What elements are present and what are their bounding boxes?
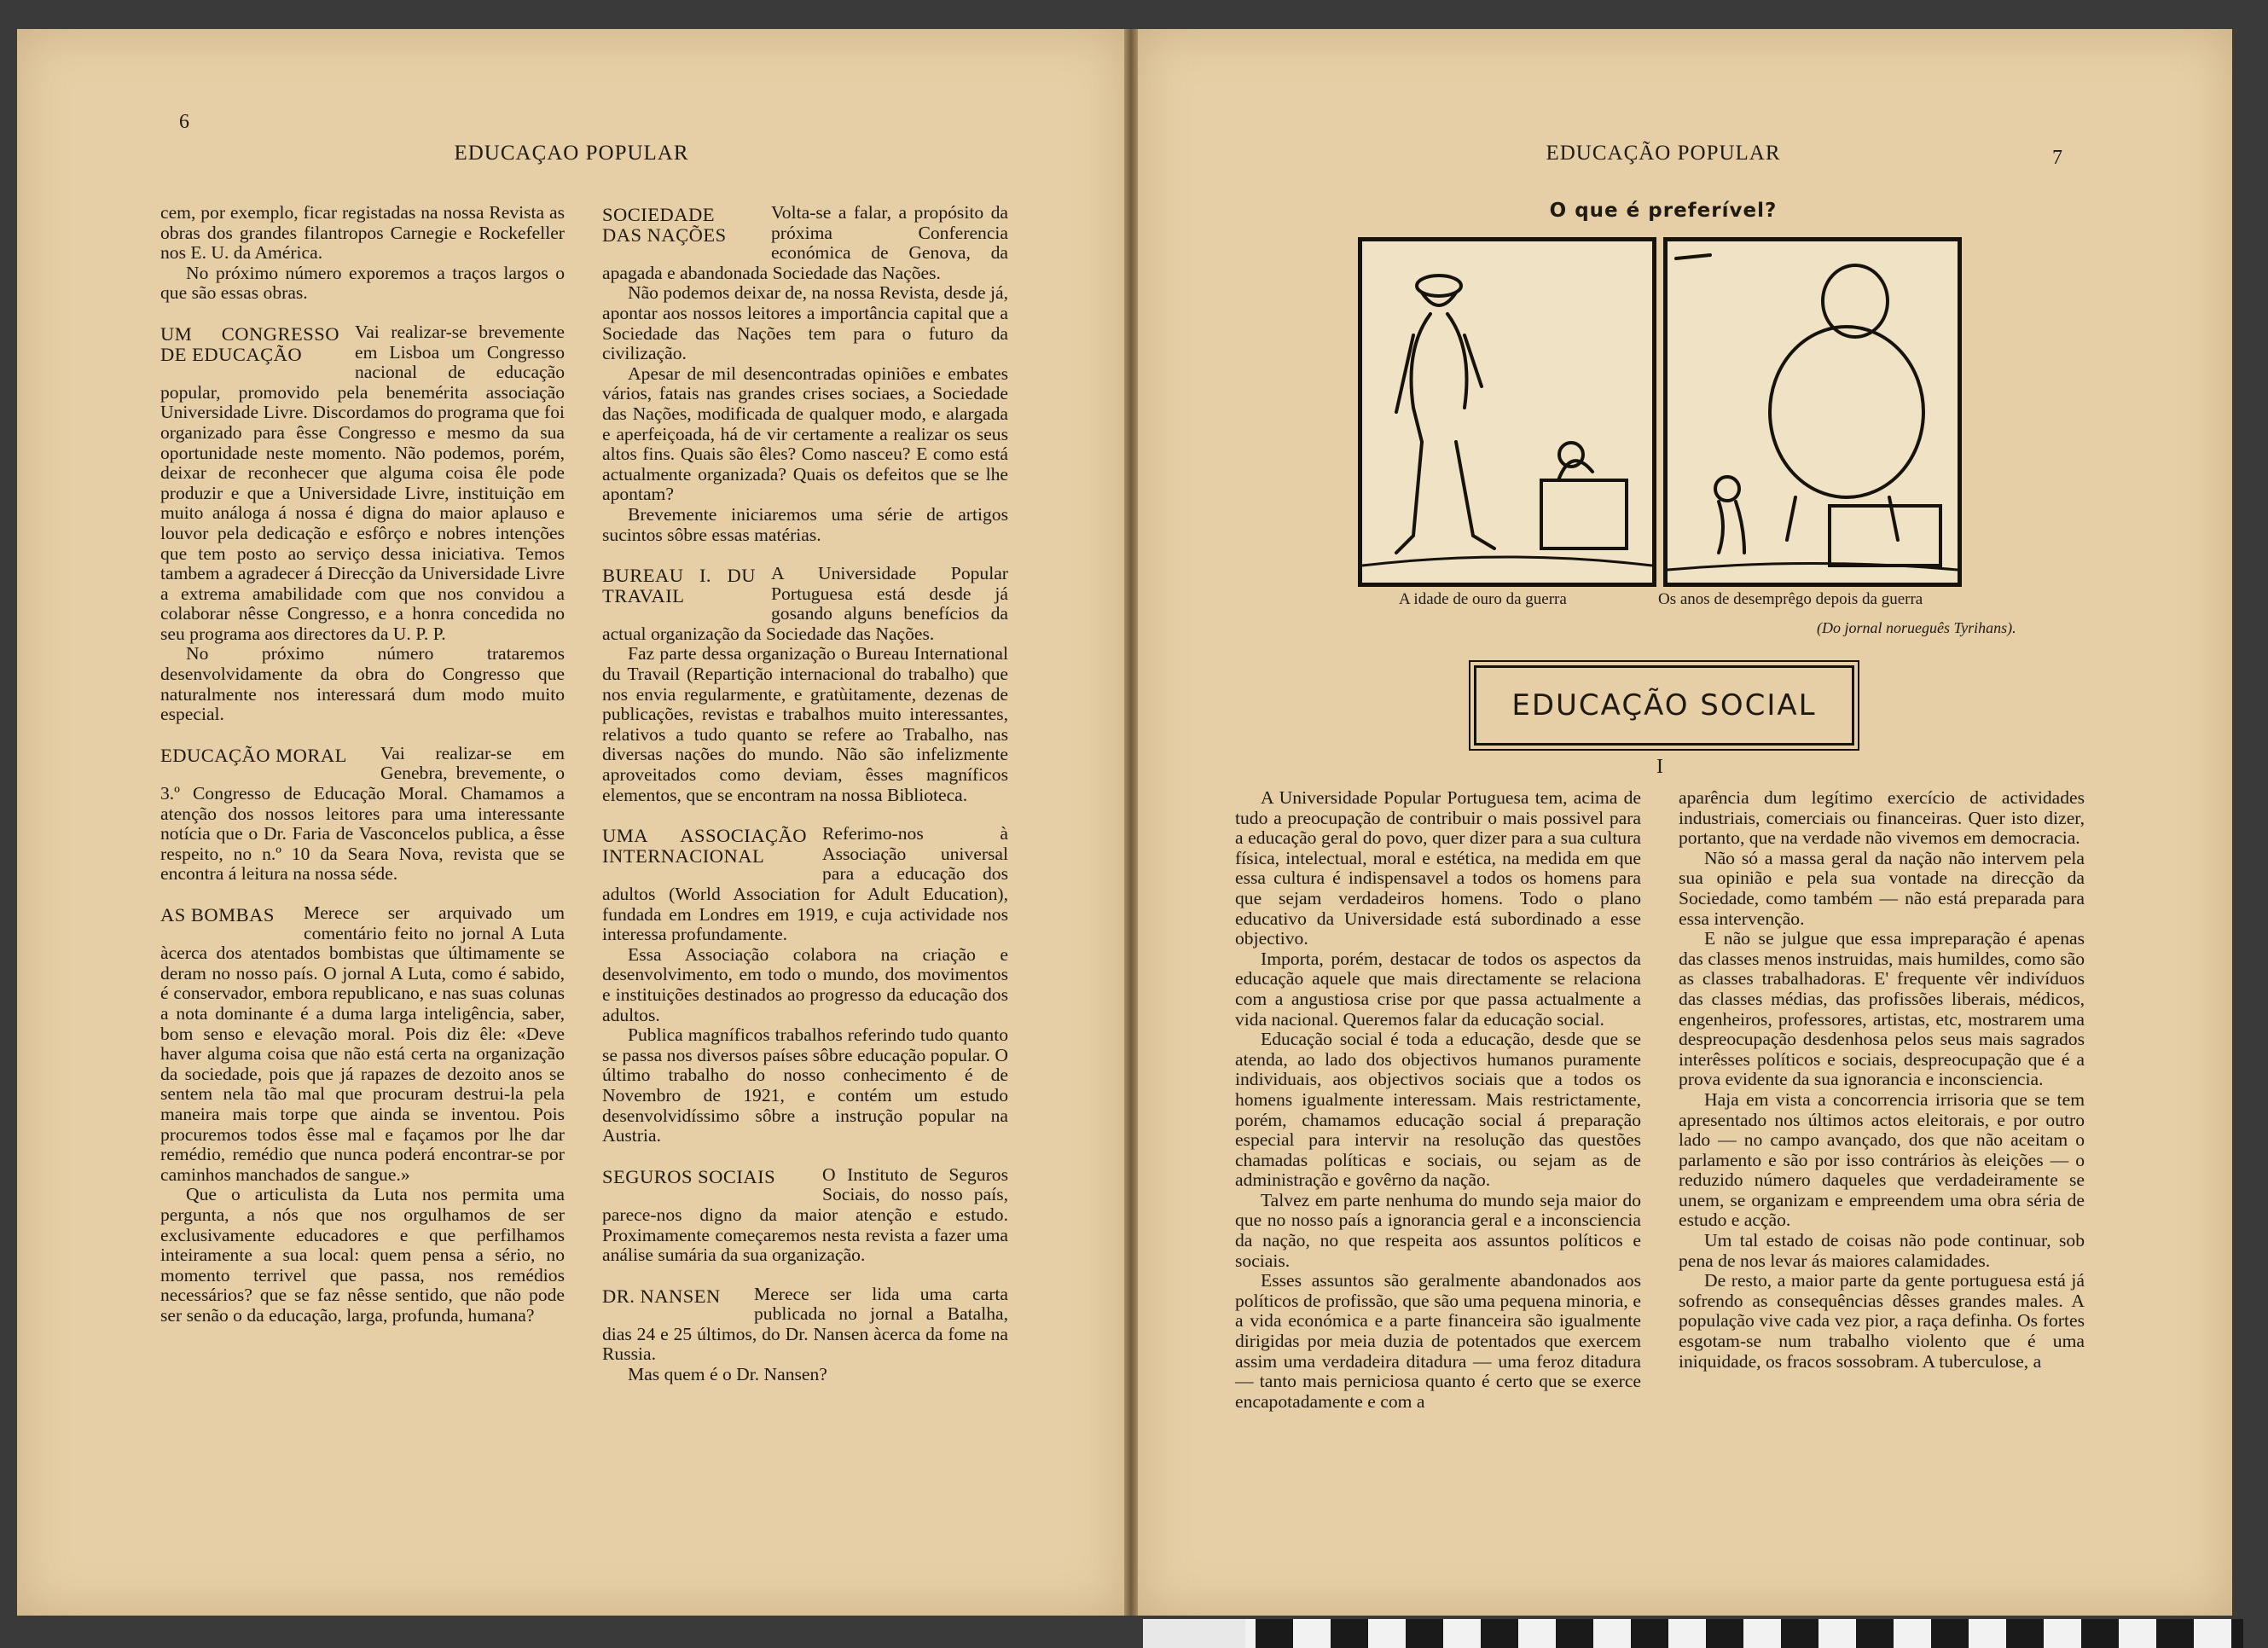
cartoon-caption-left: A idade de ouro da guerra [1399, 590, 1567, 608]
section-heading: UMA ASSOCIAÇÃO INTERNACIONAL [602, 825, 807, 868]
section-heading: AS BOMBAS [160, 904, 275, 926]
paragraph: Não podemos deixar de, na nossa Revista, desde já, apontar aos nossos leitores a importância capital que a Sociedade das Nações tem para o futuro da civilização. [602, 282, 1008, 364]
section-heading: DR. NANSEN [602, 1285, 721, 1307]
section-heading: BUREAU I. DU TRAVAIL [602, 565, 756, 607]
paragraph: O Instituto de Seguros Sociais, do nosso país, parece-nos digno da maior atenção e estudo. Proximamente começaremos nesta revista a fazer uma análise sumária da sua organização. [602, 1163, 1008, 1266]
paragraph: No próximo número exporemos a traços largos o que são essas obras. [160, 262, 565, 304]
cartoon-credit: (Do jornal norueguês Tyrihans). [1817, 619, 2016, 636]
cartoon-title: O que é preferível? [1549, 200, 1778, 222]
section-bombas [160, 903, 565, 1326]
section-heading: UM CONGRESSO DE EDUCAÇÃO [160, 322, 339, 365]
cartoon-caption-right: Os anos de desemprêgo depois da guerra [1658, 590, 1923, 608]
capitalist-figure-illustration [1668, 241, 1958, 583]
paragraph: Merece ser lida uma carta publicada no jornal a Batalha, dias 24 e 25 últimos, do Dr. Nansen àcerca da fome na Russia. [602, 1283, 1008, 1365]
right-column-2 [1679, 788, 2085, 1372]
book-gutter [1124, 29, 1138, 1616]
section-congresso [160, 322, 565, 725]
paragraph: Vai realizar-se brevemente em Lisboa um Congresso nacional de educação popular, promovido pela benemérita associação Universidade Livre. Discordamos do programa que foi organizado para êsse Congresso e mesmo da sua oportunidade neste momento. Não podemos, porém, deixar de reconhecer que alguma coisa êle pode produzir e que a Universidade Livre, instituição em muito análoga á nossa é digna do maior aplauso e louvor pela dedicação e esfôrço e nobres intenções que tem posto ao serviço dessa iniciativa. Temos tambem a agradecer á Direcção da Universidade Livre a extrema amabilidade com que nos convidou a colaborar nêsse Congresso, e a honra concedida no seu programa aos directores da U. P. P. [160, 321, 565, 644]
article-title: EDUCAÇÃO SOCIAL [1511, 688, 1817, 722]
cartoon-panel-left [1358, 237, 1656, 587]
paragraph: Um tal estado de coisas não pode continuar, sob pena de nos levar ás maiores calamidades. [1679, 1230, 2085, 1271]
paragraph: Referimo-nos à Associação universal para a educação dos adultos (World Association for Adult Education), fundada em Londres em 1919, e cuja actividade nos interessa profundamente. [602, 823, 1008, 945]
cartoon-panel-right [1663, 237, 1962, 587]
paragraph: A Universidade Popular Portuguesa está desde já gosando alguns benefícios da actual organização da Sociedade das Nações. [602, 563, 1008, 644]
paragraph: Que o articulista da Luta nos permita uma pergunta, a nós que nos orgulhamos de ser exclusivamente educadores e que perfilhamos inteiramente a sua local: quem pensa a sério, no momento terrivel que passa, nos remédios necessários? que se faz nêsse sentido, que não pode ser senão o da educação, larga, profunda, humana? [160, 1184, 565, 1326]
section-heading: SOCIEDADE DAS NAÇÕES [602, 204, 727, 246]
scale-ruler [1143, 1619, 2243, 1648]
intro-section [160, 203, 565, 304]
article-title-box [1474, 665, 1854, 746]
running-head-right: EDUCAÇÃO POPULAR [1546, 142, 1781, 165]
paragraph: Merece ser arquivado um comentário feito no jornal A Luta àcerca dos atentados bombistas que últimamente se deram no nosso país. O jornal A Luta, como é sabido, é conservador, embora republicano, e nas suas colunas a nota dominante é a duma larga inteligência, saber, bom senso e elevação moral. Pois diz êle: «Deve haver alguma coisa que não está certa na organização da sociedade, pois que já rapazes de dezoito anos se sentem nela tão mal que procuram destrui-la pela maneira mais torpe que ainda se inventou. Pois procuremos todos êsse mal e façamos por lhe dar remédio, remédio que nunca poderá encontrar-se por caminhos manchados de sangue.» [160, 902, 565, 1185]
worker-figure-illustration [1362, 241, 1652, 583]
page-number-right: 7 [2052, 147, 2062, 169]
paragraph: De resto, a maior parte da gente portuguesa está já sofrendo as consequências dêsses grandes males. A população vive cada vez pior, a raça definha. Os fortes esgotam-se num trabalho violento que é uma iniquidade, os fracos sossobram. A tuberculose, a [1679, 1270, 2085, 1372]
paragraph: Vai realizar-se em Genebra, brevemente, o 3.º Congresso de Educação Moral. Chamamos a atenção dos nossos leitores para uma interessante notícia que o Dr. Faria de Vasconcelos publica, a êsse respeito, no n.º 10 da Seara Nova, revista que se encontra á leitura na nossa séde. [160, 742, 565, 885]
paragraph: Volta-se a falar, a propósito da próxima Conferencia económica de Genova, da apagada e abandonada Sociedade das Nações. [602, 202, 1008, 283]
paragraph: Essa Associação colabora na criação e desenvolvimento, em todo o mundo, dos movimentos e instituições destinados ao progresso da educação dos adultos. [602, 943, 1008, 1025]
right-column-1 [1235, 788, 1641, 1412]
section-heading: SEGUROS SOCIAIS [602, 1165, 776, 1187]
paragraph: aparência dum legítimo exercício de actividades industriais, comerciais ou financeiras. Quer isto dizer, portanto, que na verdade não vivemos em democracia. [1679, 787, 2085, 849]
left-column-2 [602, 203, 1008, 1385]
paragraph: Brevemente iniciaremos uma série de artigos sucintos sôbre essas matérias. [602, 503, 1008, 545]
left-column-1 [160, 203, 565, 1326]
section-heading: EDUCAÇÃO MORAL [160, 744, 347, 766]
running-head-left: EDUCAÇAO POPULAR [454, 142, 689, 165]
paragraph: Faz parte dessa organização o Bureau International du Travail (Repartição internacional do trabalho) que nos envia regularmente, e gratùitamente, dezenas de publicações, revistas e trabalhos muito interessantes, relativos a tudo quanto se refere ao Trabalho, nas diversas nações do mundo. Não são infelizmente aproveitados como deviam, êsses magníficos elementos, que se encontram na nossa Biblioteca. [602, 643, 1008, 805]
paragraph: A Universidade Popular Portuguesa tem, acima de tudo a preocupação de contribuir o mais possivel para a educação geral do povo, quer dizer para a sua cultura física, intelectual, moral e estética, na medida em que essa cultura é indispensavel a todos os homens para que sejam verdadeiros homens. Todo o plano educativo da Universidade está subordinado a esse objectivo. [1235, 787, 1641, 949]
paragraph: E não se julgue que essa impreparação é apenas das classes menos instruidas, mais humildes, como são as classes trabalhadoras. E' frequente vêr indivíduos das classes médias, das profissões liberais, médicos, engenheiros, professores, artistas, etc, mostrarem uma despreocupação desdenhosa pelos seus mais sagrados interêsses políticos e sociais, despreocupação que é a prova evidente da sua ignorancia e inconsciencia. [1679, 928, 2085, 1090]
paragraph: Importa, porém, destacar de todos os aspectos da educação aquele que mais directamente se relaciona com a angustiosa crise por que passa actualmente a vida nacional. Queremos falar da educação social. [1235, 948, 1641, 1030]
paragraph: Publica magníficos trabalhos referindo tudo quanto se passa nos diversos países sôbre educação popular. O último trabalho do nosso conhecimento é de Novembro de 1921, e contém um estudo desenvolvidíssimo sôbre a instrução popular na Austria. [602, 1024, 1008, 1146]
paragraph: Mas quem é o Dr. Nansen? [628, 1364, 827, 1385]
section-seguros [602, 1165, 1008, 1266]
section-associacao [602, 824, 1008, 1146]
section-number: I [1656, 756, 1663, 778]
paragraph: Não só a massa geral da nação não intervem pela sua opinião e pela sua vontade na direcção da Sociedade, como também — não está preparada para essa intervenção. [1679, 847, 2085, 929]
section-nansen [602, 1285, 1008, 1385]
scale-ruler-start [1143, 1619, 1245, 1648]
section-bureau [602, 564, 1008, 805]
section-sociedade [602, 203, 1008, 545]
paragraph: Talvez em parte nenhuma do mundo seja maior do que no nosso país a ignorancia geral e a inconsciencia da nação, no que respeita aos assuntos políticos e sociais. [1235, 1189, 1641, 1271]
paragraph: Haja em vista a concorrencia irrisoria que se tem apresentado nos últimos actos eleitorais, e por outro lado — no campo avançado, dos que não aceitam o parlamento e são por isso contrários às eleições — o reduzido número daqueles que verdadeiramente se unem, se organizam e empreendem uma obra séria de estudo e acção. [1679, 1088, 2085, 1231]
paragraph: Apesar de mil desencontradas opiniões e embates vários, fatais nas grandes crises sociaes, a Sociedade das Nações, modificada de qualquer modo, e alargada e aperfeiçoada, há de vir certamente a realizar os seus altos fins. Quais são êles? Como nasceu? E como está actualmente organizada? Quais os defeitos que se lhe apontam? [602, 363, 1008, 505]
page-number-left: 6 [179, 111, 189, 133]
paragraph: No próximo número trataremos desenvolvidamente da obra do Congresso que naturalmente nos interessará dum modo muito especial. [160, 643, 565, 725]
section-moral [160, 744, 565, 885]
paragraph: cem, por exemplo, ficar registadas na nossa Revista as obras dos grandes filantropos Carnegie e Rockefeller nos E. U. da América. [160, 202, 565, 264]
paragraph: Educação social é toda a educação, desde que se atenda, ao lado dos objectivos humanos puramente individuais, aos objectivos sociais que a todos os homens igualmente interessam. Mais restrictamente, porém, chamamos educação social á preparação especial para intervir na resolução das questões chamadas políticas e sociais, ou sejam as de administração e govêrno da nação. [1235, 1029, 1641, 1191]
paragraph: Esses assuntos são geralmente abandonados aos políticos de profissão, que são uma pequena minoria, e a vida económica e a parte financeira são igualmente dirigidas por meia duzia de potentados que exercem assim uma verdadeira ditadura — uma feroz ditadura — tanto mais perniciosa quanto é certo que se exerce encapotadamente e com a [1235, 1270, 1641, 1412]
